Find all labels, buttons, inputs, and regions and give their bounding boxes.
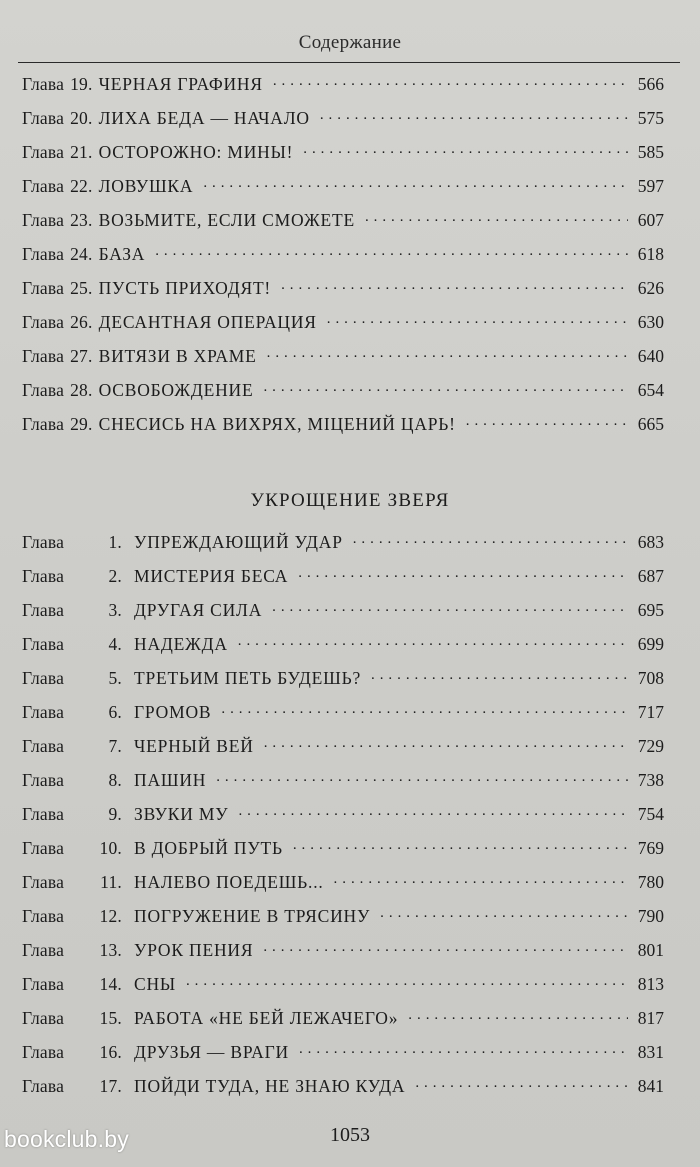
toc-entry[interactable] <box>22 768 664 802</box>
chapter-number: 20. <box>70 107 93 128</box>
chapter-page-number: 618 <box>637 243 664 264</box>
chapter-title: ВИТЯЗИ В ХРАМЕ <box>98 345 257 366</box>
chapter-label: Глава <box>22 1041 65 1062</box>
chapter-label: Глава <box>22 277 65 298</box>
dot-leader <box>415 1074 628 1092</box>
toc-entry[interactable] <box>22 632 664 666</box>
chapter-title: ТРЕТЬИМ ПЕТЬ БУДЕШЬ? <box>134 667 362 688</box>
toc-entry[interactable] <box>22 802 664 836</box>
chapter-page-number: 831 <box>637 1041 664 1062</box>
dot-leader <box>203 174 628 192</box>
chapter-page-number: 780 <box>637 871 664 892</box>
toc-entry[interactable] <box>22 208 664 242</box>
chapter-title: ОСВОБОЖДЕНИЕ <box>98 379 254 400</box>
chapter-page-number: 687 <box>637 565 664 586</box>
dot-leader <box>303 140 628 158</box>
chapter-title: ЛИХА БЕДА — НАЧАЛО <box>98 107 310 128</box>
chapter-number: 12. <box>99 905 122 926</box>
chapter-number: 24. <box>70 243 93 264</box>
chapter-page-number: 729 <box>637 735 664 756</box>
toc-entry[interactable] <box>22 106 664 140</box>
dot-leader <box>221 700 628 718</box>
toc-entry[interactable] <box>22 412 664 446</box>
chapter-title: ПАШИН <box>134 769 207 790</box>
chapter-number: 17. <box>99 1075 122 1096</box>
dot-leader <box>466 412 628 430</box>
dot-leader <box>408 1006 628 1024</box>
chapter-number: 8. <box>108 769 122 790</box>
dot-leader <box>298 564 628 582</box>
toc-entry[interactable] <box>22 310 664 344</box>
chapter-page-number: 813 <box>637 973 664 994</box>
dot-leader <box>272 598 628 616</box>
chapter-label: Глава <box>22 871 65 892</box>
chapter-title: ЛОВУШКА <box>98 175 194 196</box>
chapter-label: Глава <box>22 243 65 264</box>
chapter-number: 5. <box>108 667 122 688</box>
chapter-label: Глава <box>22 1007 65 1028</box>
toc-entry[interactable] <box>22 836 664 870</box>
chapter-page-number: 699 <box>637 633 664 654</box>
chapter-number: 25. <box>70 277 93 298</box>
section-title: УКРОЩЕНИЕ ЗВЕРЯ <box>250 490 450 511</box>
toc-entry[interactable] <box>22 140 664 174</box>
chapter-label: Глава <box>22 939 65 960</box>
watermark-logo[interactable]: bookclub.by <box>4 1126 129 1152</box>
toc-entry[interactable] <box>22 530 664 564</box>
chapter-number: 26. <box>70 311 93 332</box>
chapter-label: Глава <box>22 209 65 230</box>
chapter-label: Глава <box>22 175 65 196</box>
chapter-number: 14. <box>99 973 122 994</box>
toc-entry[interactable] <box>22 904 664 938</box>
dot-leader <box>238 802 628 820</box>
toc-entry[interactable] <box>22 174 664 208</box>
chapter-page-number: 640 <box>637 345 664 366</box>
chapter-title: ВОЗЬМИТЕ, ЕСЛИ СМОЖЕТЕ <box>98 209 355 230</box>
chapter-title: В ДОБРЫЙ ПУТЬ <box>134 837 283 858</box>
chapter-page-number: 575 <box>637 107 664 128</box>
chapter-label: Глава <box>22 311 65 332</box>
dot-leader <box>299 1040 628 1058</box>
chapter-number: 22. <box>70 175 93 196</box>
chapter-title: ОСТОРОЖНО: МИНЫ! <box>98 141 294 162</box>
chapter-number: 27. <box>70 345 93 366</box>
chapter-page-number: 626 <box>637 277 664 298</box>
toc-entry[interactable] <box>22 344 664 378</box>
chapter-page-number: 754 <box>637 803 664 824</box>
chapter-number: 13. <box>99 939 122 960</box>
chapter-number: 6. <box>108 701 122 722</box>
chapter-number: 28. <box>70 379 93 400</box>
chapter-label: Глава <box>22 73 65 94</box>
chapter-title: ЗВУКИ МУ <box>134 803 229 824</box>
chapter-title: НАЛЕВО ПОЕДЕШЬ... <box>134 871 324 892</box>
toc-entry[interactable] <box>22 378 664 412</box>
chapter-title: БАЗА <box>98 243 146 264</box>
chapter-page-number: 841 <box>637 1075 664 1096</box>
dot-leader <box>371 666 628 684</box>
chapter-title: ДЕСАНТНАЯ ОПЕРАЦИЯ <box>98 311 317 332</box>
toc-entry[interactable] <box>22 870 664 904</box>
toc-entry[interactable] <box>22 1074 664 1108</box>
chapter-page-number: 717 <box>637 701 664 722</box>
dot-leader <box>320 106 628 124</box>
chapter-page-number: 708 <box>637 667 664 688</box>
toc-list-book2 <box>22 530 664 1108</box>
chapter-page-number: 585 <box>637 141 664 162</box>
chapter-number: 15. <box>99 1007 122 1028</box>
header-rule <box>18 62 680 63</box>
chapter-page-number: 683 <box>637 531 664 552</box>
toc-entry[interactable] <box>22 972 664 1006</box>
dot-leader <box>334 870 628 888</box>
chapter-label: Глава <box>22 633 65 654</box>
chapter-title: ДРУЗЬЯ — ВРАГИ <box>134 1041 289 1062</box>
chapter-title: РАБОТА «НЕ БЕЙ ЛЕЖАЧЕГО» <box>134 1007 399 1028</box>
chapter-label: Глава <box>22 803 65 824</box>
chapter-label: Глава <box>22 667 65 688</box>
chapter-label: Глава <box>22 345 65 366</box>
chapter-title: ПОГРУЖЕНИЕ В ТРЯСИНУ <box>134 905 371 926</box>
dot-leader <box>216 768 628 786</box>
chapter-label: Глава <box>22 973 65 994</box>
toc-entry[interactable] <box>22 564 664 598</box>
toc-entry[interactable] <box>22 1006 664 1040</box>
dot-leader <box>238 632 628 650</box>
chapter-title: НАДЕЖДА <box>134 633 228 654</box>
dot-leader <box>353 530 628 548</box>
chapter-number: 4. <box>108 633 122 654</box>
toc-entry[interactable] <box>22 242 664 276</box>
dot-leader <box>155 242 628 260</box>
chapter-title: УРОК ПЕНИЯ <box>134 939 254 960</box>
dot-leader <box>263 378 628 396</box>
chapter-page-number: 790 <box>637 905 664 926</box>
dot-leader <box>327 310 628 328</box>
dot-leader <box>293 836 628 854</box>
toc-entry[interactable] <box>22 72 664 106</box>
chapter-label: Глава <box>22 1075 65 1096</box>
dot-leader <box>186 972 628 990</box>
chapter-page-number: 566 <box>637 73 664 94</box>
chapter-title: ГРОМОВ <box>134 701 212 722</box>
toc-entry[interactable] <box>22 666 664 700</box>
toc-entry[interactable] <box>22 938 664 972</box>
chapter-page-number: 654 <box>637 379 664 400</box>
toc-list-book1 <box>22 72 664 446</box>
chapter-label: Глава <box>22 141 65 162</box>
dot-leader <box>264 734 628 752</box>
chapter-label: Глава <box>22 735 65 756</box>
chapter-page-number: 630 <box>637 311 664 332</box>
toc-entry[interactable] <box>22 598 664 632</box>
chapter-title: УПРЕЖДАЮЩИЙ УДАР <box>134 531 343 552</box>
dot-leader <box>273 72 628 90</box>
chapter-title: МИСТЕРИЯ БЕСА <box>134 565 289 586</box>
dot-leader <box>380 904 628 922</box>
chapter-title: СНЫ <box>134 973 176 994</box>
dot-leader <box>267 344 628 362</box>
chapter-page-number: 695 <box>637 599 664 620</box>
running-head: Содержание <box>298 32 402 53</box>
chapter-label: Глава <box>22 769 65 790</box>
chapter-label: Глава <box>22 701 65 722</box>
chapter-number: 16. <box>99 1041 122 1062</box>
chapter-number: 29. <box>70 413 93 434</box>
chapter-title: ЧЕРНЫЙ ВЕЙ <box>134 735 254 756</box>
chapter-label: Глава <box>22 565 65 586</box>
chapter-label: Глава <box>22 599 65 620</box>
chapter-page-number: 769 <box>637 837 664 858</box>
chapter-page-number: 607 <box>637 209 664 230</box>
chapter-label: Глава <box>22 837 65 858</box>
chapter-title: ПОЙДИ ТУДА, НЕ ЗНАЮ КУДА <box>134 1075 406 1096</box>
dot-leader <box>263 938 628 956</box>
dot-leader <box>281 276 628 294</box>
chapter-page-number: 801 <box>637 939 664 960</box>
chapter-number: 19. <box>70 73 93 94</box>
toc-entry[interactable] <box>22 1040 664 1074</box>
chapter-label: Глава <box>22 905 65 926</box>
chapter-number: 10. <box>99 837 122 858</box>
chapter-title: ЧЕРНАЯ ГРАФИНЯ <box>98 73 263 94</box>
chapter-page-number: 738 <box>637 769 664 790</box>
chapter-title: СНЕСИСЬ НА ВИХРЯХ, МІЦЕНИЙ ЦАРЬ! <box>98 413 456 434</box>
chapter-label: Глава <box>22 107 65 128</box>
chapter-label: Глава <box>22 531 65 552</box>
chapter-number: 11. <box>100 871 122 892</box>
toc-entry[interactable] <box>22 700 664 734</box>
chapter-title: ПУСТЬ ПРИХОДЯТ! <box>98 277 272 298</box>
chapter-title: ДРУГАЯ СИЛА <box>134 599 263 620</box>
chapter-page-number: 665 <box>637 413 664 434</box>
chapter-label: Глава <box>22 413 65 434</box>
dot-leader <box>365 208 628 226</box>
chapter-number: 23. <box>70 209 93 230</box>
chapter-page-number: 817 <box>637 1007 664 1028</box>
chapter-label: Глава <box>22 379 65 400</box>
chapter-number: 7. <box>108 735 122 756</box>
chapter-page-number: 597 <box>637 175 664 196</box>
toc-entry[interactable] <box>22 734 664 768</box>
chapter-number: 1. <box>108 531 122 552</box>
chapter-number: 3. <box>108 599 122 620</box>
page-number: 1053 <box>330 1124 370 1146</box>
chapter-number: 21. <box>70 141 93 162</box>
toc-entry[interactable] <box>22 276 664 310</box>
chapter-number: 9. <box>108 803 122 824</box>
chapter-number: 2. <box>108 565 122 586</box>
